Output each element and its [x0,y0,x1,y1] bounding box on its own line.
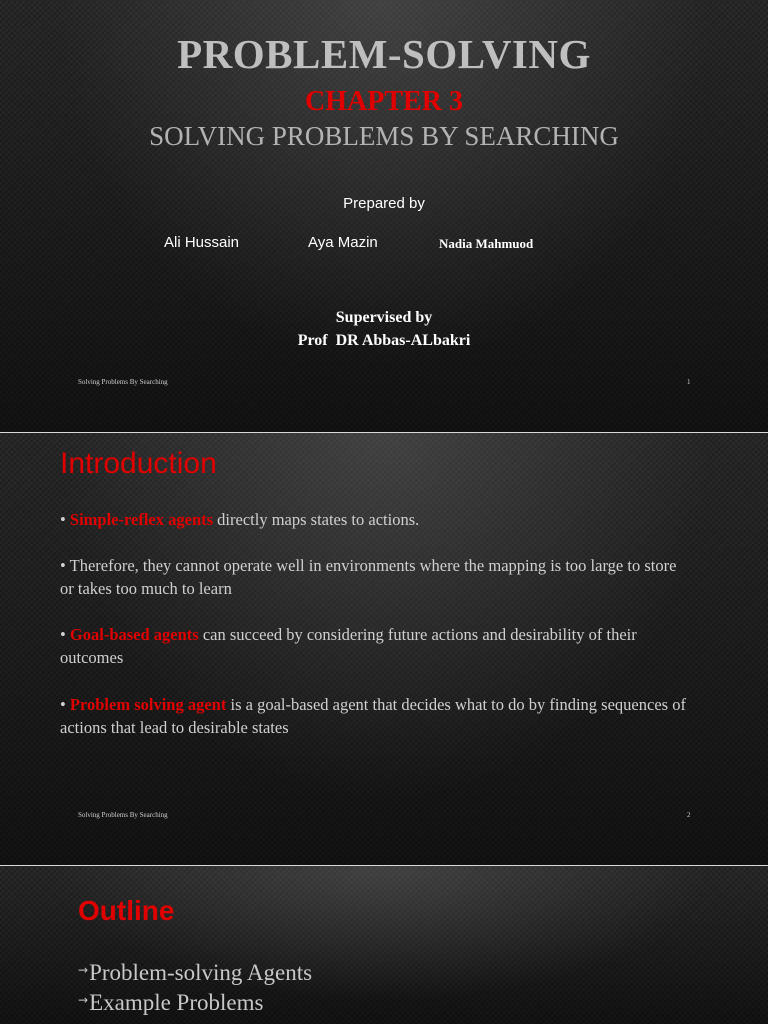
highlighted-term: Goal-based agents [69,625,199,644]
highlighted-term: Problem solving agent [69,695,227,714]
bullet-marker: • [60,695,70,714]
slide-subtitle: SOLVING PROBLEMS BY SEARCHING [149,121,619,151]
highlighted-term: Simple-reflex agents [69,510,214,529]
bullet-marker: • [60,556,70,575]
section-heading: Outline [78,895,175,926]
prepared-by-label: Prepared by [343,195,425,212]
footer-text: Solving Problems By Searching [78,811,168,819]
page-number: 2 [687,811,691,819]
outline-item [78,960,312,986]
slide-1 [0,0,768,432]
chapter-label: CHAPTER 3 [305,86,463,117]
slide-title: PROBLEM-SOLVING [177,31,591,77]
footer-text: Solving Problems By Searching [78,378,168,386]
bullet-item [60,508,690,531]
arrow-icon: → [78,963,89,977]
supervisor-name: Prof DR Abbas-ALbakri [297,332,471,349]
bullet-item [60,554,690,600]
author-name: Nadia Mahmuod [439,236,534,251]
section-heading: Introduction [60,447,217,480]
bullet-text: directly maps states to actions. [213,510,420,529]
arrow-icon: → [78,993,89,1007]
page-number: 1 [687,378,691,386]
bullet-item [60,623,690,669]
outline-item-label: Problem-solving Agents [89,960,313,985]
bullet-text: can succeed by considering future actions and desirability of their outcomes [60,625,637,667]
bullet-text: is a goal-based agent that decides what to do by finding sequences of actions that lead to desirable states [60,695,686,737]
supervised-by-label: Supervised by [335,309,433,326]
bullet-item [60,693,690,739]
outline-item-label: Example Problems [89,990,264,1015]
bullet-marker: • [60,510,70,529]
bullet-text: Therefore, they cannot operate well in environments where the mapping is too large to store or takes too much to learn [60,556,677,598]
outline-item [78,990,263,1016]
bullet-marker: • [60,625,70,644]
author-name: Aya Mazin [308,234,378,251]
author-name: Ali Hussain [164,234,240,251]
